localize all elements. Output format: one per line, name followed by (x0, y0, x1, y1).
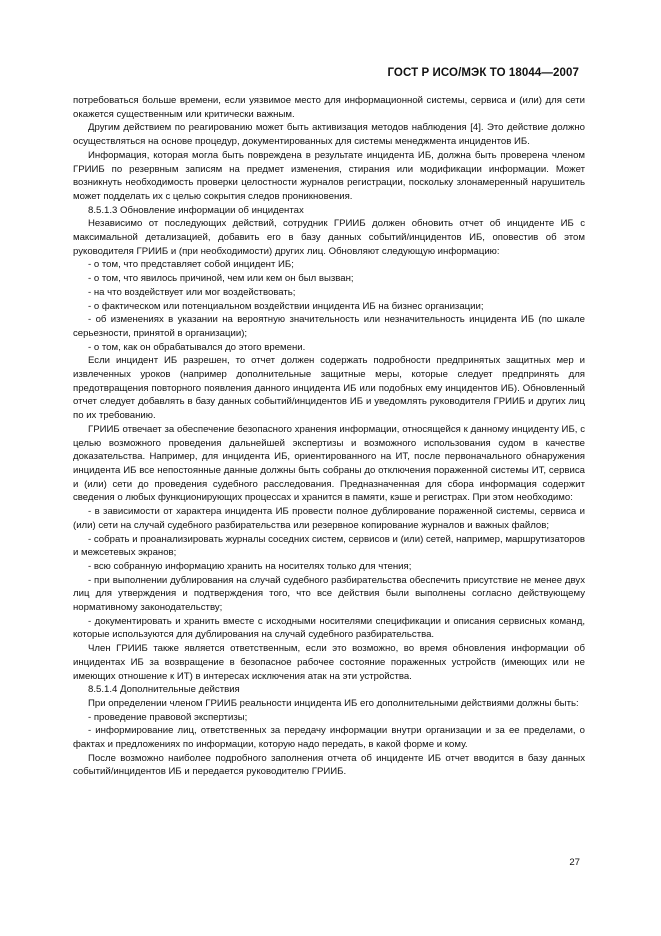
document-header: ГОСТ Р ИСО/МЭК ТО 18044—2007 (387, 67, 579, 79)
list-item: - о фактическом или потенциальном воздействии инцидента ИБ на бизнес организации; (88, 300, 484, 312)
list-item: - документировать и хранить вместе с исходными носителями спецификации и описания сервисных команд, которые используются для дублирования на случай судебного разбирательства. (73, 615, 585, 641)
list-item: - всю собранную информацию хранить на носителях только для чтения; (88, 560, 412, 572)
section-heading: 8.5.1.3 Обновление информации об инцидентах (88, 204, 304, 216)
list-item: - собрать и проанализировать журналы соседних систем, сервисов и (или) сетей, например, маршрутизаторов и межсетевых экранов; (73, 533, 585, 559)
paragraph: Другим действием по реагированию может быть активизация методов наблюдения [4]. Это действие должно осуществляться на основе процедур, документированных для системы менеджмента инцидентов ИБ. (73, 122, 585, 148)
list-item: - на что воздействует или мог воздействовать; (88, 286, 296, 298)
paragraph: Информация, которая могла быть повреждена в результате инцидента ИБ, должна быть проверена членом ГРИИБ по резервным записям на предмет изменения, стирания или модификации информации. Может возникнуть необходимость проверки целостности журналов регистрации, поскольку злонамеренный нарушитель может подделать их с целью сокрытия следов проникновения. (73, 149, 585, 202)
paragraph: потребоваться больше времени, если уязвимое место для информационной системы, сервиса и (или) для сети окажется существенным или критически важным. (73, 95, 585, 120)
list-item: - о том, как он обрабатывался до этого времени. (88, 341, 306, 353)
paragraph: Член ГРИИБ также является ответственным, если это возможно, во время обновления информации об инцидентах ИБ за возвращение в безопасное рабочее состояние пораженных устройств (имеющих или не имеющих отношение к ИТ) в интересах исключения атак на эти устройства. (73, 643, 585, 682)
list-item: - при выполнении дублирования на случай судебного разбирательства обеспечить присутствие не менее двух лиц для утверждения и подтверждения того, что все действия были выполнены согласно действующему нормативному законодательству; (73, 574, 585, 614)
paragraph: При определении членом ГРИИБ реальности инцидента ИБ его дополнительными действиями должны быть: (88, 697, 579, 709)
paragraph: ГРИИБ отвечает за обеспечение безопасного хранения информации, относящейся к данному инциденту ИБ, с целью возможного проведения дальнейшей экспертизы и возможного использования судом в качестве доказательства. Например, для инцидента ИБ, ориентированного на ИТ, после первоначального обнаружения инцидента ИБ все непостоянные данные должны быть собраны до отключения пораженной системы ИТ, сервиса и (или) сети до проведения судебного расследования. Предназначенная для сбора информация содержит сведения о любых функционирующих процессах и хранится в памяти, кэше и регистрах. При этом необходимо: (73, 423, 585, 504)
paragraph: Если инцидент ИБ разрешен, то отчет должен содержать подробности предпринятых защитных мер и извлеченных уроков (например дополнительные защитные меры, которые следует предпринять для предотвращения повторного появления данного инцидента ИБ или подобных ему инцидентов ИБ). Обновленный отчет следует добавлять в базу данных событий/инцидентов ИБ и уведомлять руководителя ГРИИБ и других лиц по их требованию. (73, 355, 585, 422)
paragraph: После возможно наиболее подробного заполнения отчета об инциденте ИБ отчет вводится в базу данных событий/инцидентов ИБ и передается руководителю ГРИИБ. (73, 752, 585, 778)
list-item: - проведение правовой экспертизы; (88, 711, 248, 723)
paragraph: Независимо от последующих действий, сотрудник ГРИИБ должен обновить отчет об инциденте ИБ с максимальной детализацией, добавить его в базу данных событий/инцидентов ИБ, оповестив об этом руководителя ГРИИБ и (при необходимости) других лиц. Обновляют следующую информацию: (73, 218, 585, 257)
list-item: - об изменениях в указании на вероятную значительность или незначительность инцидента ИБ (по шкале серьезности, принятой в организации); (73, 314, 585, 339)
section-heading: 8.5.1.4 Дополнительные действия (88, 684, 240, 696)
list-item: - информирование лиц, ответственных за передачу информации внутри организации и за ее пределами, о фактах и предложениях по информации, которую надо передать, в какой форме и кому. (73, 725, 585, 751)
list-item: - в зависимости от характера инцидента ИБ провести полное дублирование пораженной системы, сервиса и (или) сети на случай судебного разбирательства или резервное копирование журналов и важных файлов; (73, 506, 585, 531)
list-item: - о том, что явилось причиной, чем или кем он был вызван; (88, 273, 354, 285)
document-body (73, 94, 585, 779)
list-item: - о том, что представляет собой инцидент ИБ; (88, 259, 294, 271)
page-number: 27 (569, 857, 580, 868)
